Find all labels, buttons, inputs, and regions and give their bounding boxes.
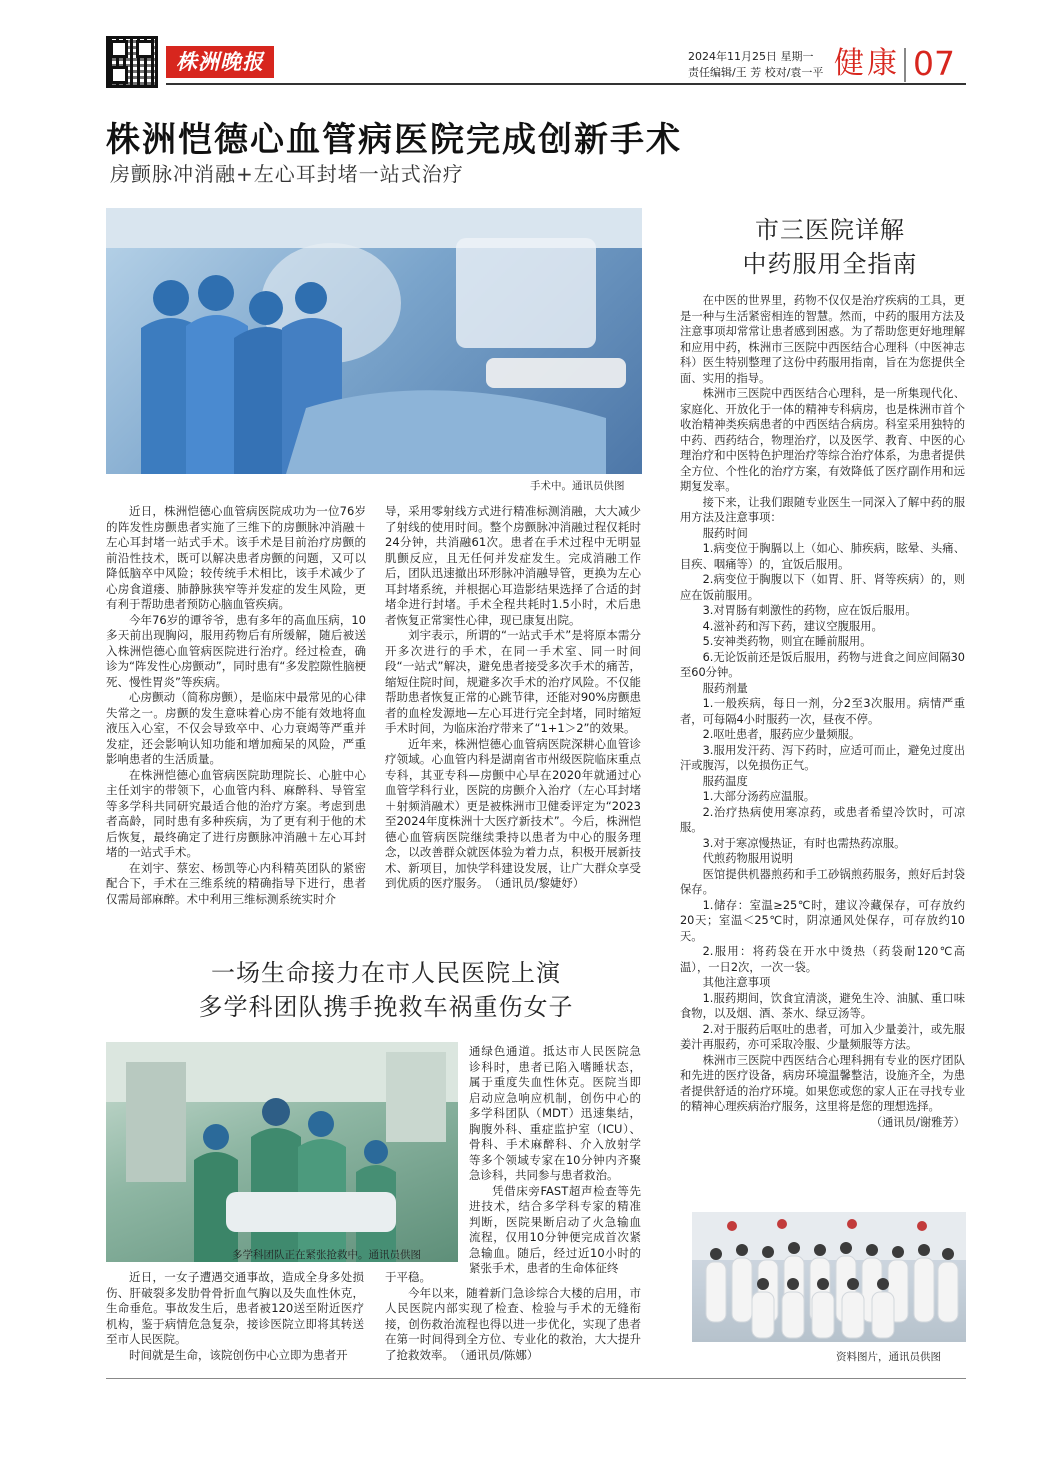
article-paragraph: 今年以来，随着新门急诊综合大楼的启用，市人民医院内部实现了检查、检验与手术的无缝衔接，创伤救治流程也得以进一步优化，实现了患者在第一时间得到全方位、专业化的救治，大大提升了抢救效率。 （通讯员/陈娜） [385, 1285, 641, 1362]
footer-rule [106, 1378, 966, 1379]
team-photo-caption: 资料图片，通讯员供图 [836, 1351, 941, 1363]
team-photo-illustration [692, 1212, 966, 1342]
rescue-photo-caption: 多学科团队正在紧张抢救中。通讯员供图 [232, 1249, 421, 1261]
section-divider [904, 48, 906, 82]
article-paragraph: 2.治疗热病使用寒凉药，或患者希望冷饮时，可凉服。 [680, 805, 965, 834]
article-paragraph: 在中医的世界里，药物不仅仅是治疗疾病的工具，更是一种与生活紧密相连的智慧。然而，中药的服用方法及注意事项却常常让患者感到困惑。为了帮助您更好地理解和应用中药，株洲市三医院中西医结合心理科（中医神志科）医生特别整理了这份中药服用指南，旨在为您提供全面、实用的指导。 [680, 294, 965, 385]
article-paragraph: 1.大部分汤药应温服。 [702, 790, 816, 803]
article-paragraph: 导，采用零射线方式进行精准标测消融，大大减少了射线的使用时间。整个房颤脉冲消融过程仅耗时24分钟，共消融61次。患者在手术过程中无明显肌颤反应，且无任何并发症发生。完成消融工作后，团队迅速撤出环形脉冲消融导管，更换为左心耳封堵系统，并根据心耳造影结果选择了合适的封堵伞进行封堵。手术全程共耗时1.5小时，术后患者恢复正常窦性心律，现已康复出院。 [385, 504, 641, 627]
article-paragraph: 通绿色通道。抵达市人民医院急诊科时，患者已陷入嗜睡状态，属于重度失血性休克。医院当即启动应急响应机制，创伤中心的多学科团队（MDT）迅速集结，胸腹外科、重症监护室（ICU）、骨科、手术麻醉科、介入放射学等多个领域专家在10分钟内齐聚急诊科，共同参与患者救治。 [469, 1044, 641, 1182]
lead-column-1 [106, 504, 366, 907]
qr-finder-icon [110, 40, 128, 58]
article-paragraph: 3.服用发汗药、泻下药时，应适可而止，避免过度出汗或腹泻，以免损伤正气。 [680, 743, 965, 772]
article-paragraph: 医馆提供机器煎药和手工砂锅煎药服务，煎好后封袋保存。 [680, 867, 965, 896]
article-paragraph: 3.对于寒凉慢热证，有时也需热药凉服。 [702, 836, 906, 850]
article-paragraph: 2.呕吐患者，服药应少量频服。 [702, 728, 861, 741]
page-number: 07 [913, 44, 955, 83]
article-paragraph: 刘宇表示，所谓的“一站式手术”是将原本需分开多次进行的手术，在同一手术室、同一时间段“一站式”解决，避免患者接受多次手术的痛苦，缩短住院时间，规避多次手术的治疗风险。不仅能帮助患者恢复正常的心跳节律，还能对90%房颤患者的血栓发源地—左心耳进行完全封堵，同时缩短手术时间，为临床治疗带来了“1+1＞2”的效果。 [385, 628, 641, 735]
surgery-photo [106, 208, 642, 474]
second-column-2 [385, 1270, 641, 1363]
article-paragraph: 时间就是生命，该院创伤中心立即为患者开 [129, 1347, 348, 1362]
article-paragraph: 于平稳。 [385, 1270, 431, 1284]
article-paragraph: 心房颤动（简称房颤），是临床中最常见的心律失常之一。房颤的发生意味着心房不能有效地将血液压入心室，不仅会导致卒中、心力衰竭等严重并发症，还会影响认知功能和增加痴呆的风险，严重影响患者的生活质量。 [106, 690, 366, 766]
issue-date: 2024年11月25日 星期一 [688, 50, 814, 63]
second-column-1 [106, 1270, 364, 1363]
side-subheading: 服药时间 [702, 526, 748, 540]
article-paragraph: 2.服用：将药袋在开水中烫热（药袋耐120℃高温），一日2次，一次一袋。 [680, 945, 965, 974]
qr-finder-icon [110, 66, 128, 84]
second-headline-line: 一场生命接力在市人民医院上演 [211, 959, 561, 987]
article-paragraph: 2.对于服药后呕吐的患者，可加入少量姜汁，或先服姜汁再服药，亦可采取冷服、少量频服等方法。 [680, 1022, 965, 1051]
article-paragraph: 今年76岁的谭爷爷，患有多年的高血压病，10多天前出现胸闷，服用药物后有所缓解，随后被送入株洲恺德心血管病医院进行治疗。经过检查，确诊为“阵发性心房颤动”，同时患有“多发腔隙性脑梗死、慢性胃炎”等疾病。 [106, 612, 366, 689]
article-paragraph: 株洲市三医院中西医结合心理科，是一所集现代化、家庭化、开放化于一体的精神专科病房，也是株洲市首个收治精神类疾病患者的中西医结合病房。科室采用独特的中药、西药结合，物理治疗，以及医学、教育、中医的心理治疗和中医特色护理治疗等综合治疗体系，为患者提供全方位、个性化的治疗方案，有效降低了医疗副作用和远期复发率。 [680, 387, 965, 493]
side-subheading: 服药温度 [702, 774, 748, 788]
side-headline-line: 市三医院详解 [755, 216, 905, 244]
article-paragraph: 在刘宇、蔡宏、杨凯等心内科精英团队的紧密配合下，手术在三维系统的精确指导下进行，患者仅需局部麻醉。术中利用三维标测系统实时介 [106, 860, 366, 906]
side-headline [690, 213, 970, 281]
rescue-photo-illustration [106, 1042, 458, 1262]
article-paragraph: 2.病变位于胸腹以下（如胃、肝、肾等疾病）的，则应在饭前服用。 [680, 573, 965, 602]
lead-column-2 [385, 504, 641, 892]
surgery-photo-caption: 手术中。通讯员供图 [530, 480, 625, 492]
qr-finder-icon [136, 40, 154, 58]
article-paragraph: （通讯员/谢雅芳） [870, 1115, 965, 1129]
side-subheading: 其他注意事项 [702, 976, 771, 989]
lead-subheadline: 房颤脉冲消融+左心耳封堵一站式治疗 [110, 162, 464, 186]
article-paragraph: 1.服药期间，饮食宜清淡，避免生冷、油腻、重口味食物，以及烟、酒、茶水、绿豆汤等。 [680, 991, 965, 1020]
article-paragraph: 在株洲恺德心血管病医院助理院长、心脏中心主任刘宇的带领下，心血管内科、麻醉科、导管室等多学科共同研究最适合他的治疗方案。考虑到患者高龄，同时患有多种疾病，为了更有利于他的术后恢复，最终确定了进行房颤脉冲消融＋左心耳封堵的一站式手术。 [106, 767, 366, 859]
rescue-photo [106, 1042, 458, 1262]
side-subheading: 代煎药物服用说明 [702, 852, 793, 865]
side-headline-line: 中药服用全指南 [742, 250, 918, 278]
second-headline-line: 多学科团队携手挽救车祸重伤女子 [198, 993, 574, 1021]
article-paragraph: 近日，株洲恺德心血管病医院成功为一位76岁的阵发性房颤患者实施了三维下的房颤脉冲消融＋左心耳封堵一站式手术。该手术是目前治疗房颤的前沿性技术，既可以解决患者房颤的问题，又可以降低脑卒中风险；较传统手术相比，该手术减少了心房食道瘘、肺静脉狭窄等并发症的发生风险，更有利于帮助患者预防心脑血管疾病。 [106, 504, 366, 611]
article-paragraph: 1.病变位于胸膈以上（如心、肺疾病，眩晕、头痛、目疾、咽痛等）的，宜饭后服用。 [680, 542, 965, 571]
side-subheading: 服药剂量 [702, 681, 748, 695]
surgery-photo-illustration [106, 208, 642, 474]
section-name: 健康 [834, 46, 900, 81]
article-paragraph: 4.滋补药和泻下药，建议空腹服用。 [702, 619, 883, 633]
side-article-body [680, 293, 965, 1130]
article-paragraph: 株洲市三医院中西医结合心理科拥有专业的医疗团队和先进的医疗设备，病房环境温馨整洁，设施齐全，为患者提供舒适的治疗环境。如果您或您的家人正在寻找专业的精神心理疾病治疗服务，这里将是您的理想选择。 [680, 1053, 965, 1113]
team-photo [692, 1212, 966, 1342]
article-paragraph: 凭借床旁FAST超声检查等先进技术，结合多学科专家的精准判断，医院果断启动了火急输血流程，仅用10分钟便完成首次紧急输血。随后，经过近10小时的紧张手术，患者的生命体征终 [469, 1183, 641, 1275]
article-paragraph: 6.无论饭前还是饭后服用，药物与进食之间应间隔30至60分钟。 [680, 650, 965, 679]
lead-headline: 株洲恺德心血管病医院完成创新手术 [106, 120, 682, 160]
masthead-logo: 株洲晚报 [166, 46, 274, 78]
article-paragraph: 接下来，让我们跟随专业医生一同深入了解中药的服用方法及注意事项： [680, 495, 965, 524]
article-paragraph: 1.一般疾病，每日一剂，分2至3次服用。病情严重者，可每隔4小时服药一次，昼夜不停。 [680, 697, 965, 726]
article-paragraph: 3.对胃肠有刺激性的药物，应在饭后服用。 [702, 604, 917, 617]
editor-credit: 责任编辑/王 芳 校对/袁一平 [688, 66, 824, 79]
article-paragraph: 1.储存：室温≥25℃时，建议冷藏保存，可存放约20天；室温＜25℃时，阴凉通风处保存，可存放约10天。 [680, 898, 965, 943]
header-rule [166, 83, 966, 85]
article-paragraph: 近日，一女子遭遇交通事故，造成全身多处损伤、肝破裂多发肋骨骨折血气胸以及失血性休克，生命垂危。事故发生后，患者被120送至附近医疗机构，鉴于病情危急复杂，接诊医院立即将其转送至市人民医院。 [106, 1270, 364, 1346]
second-side-column [469, 1044, 641, 1277]
article-paragraph: 5.安神类药物，则宜在睡前服用。 [702, 635, 872, 648]
article-paragraph: 近年来，株洲恺德心血管病医院深耕心血管诊疗领域。心血管内科是湖南省市州级医院临床重点专科，其亚专科—房颤中心早在2020年就通过心血管学科行业，医院的房颤介入治疗（左心耳封堵＋射频消融术）更是被株洲市卫健委评定为“2023至2024年度株洲十大医疗新技术”。今后，株洲恺德心血管病医院继续秉持以患者为中心的服务理念，以改善群众就医体验为着力点，积极开展新技术、新项目，加快学科建设发展，让广大群众享受到优质的医疗服务。 （通讯员/黎婕妤） [385, 736, 641, 890]
qr-code-icon [106, 36, 158, 88]
second-headline [106, 956, 666, 1024]
